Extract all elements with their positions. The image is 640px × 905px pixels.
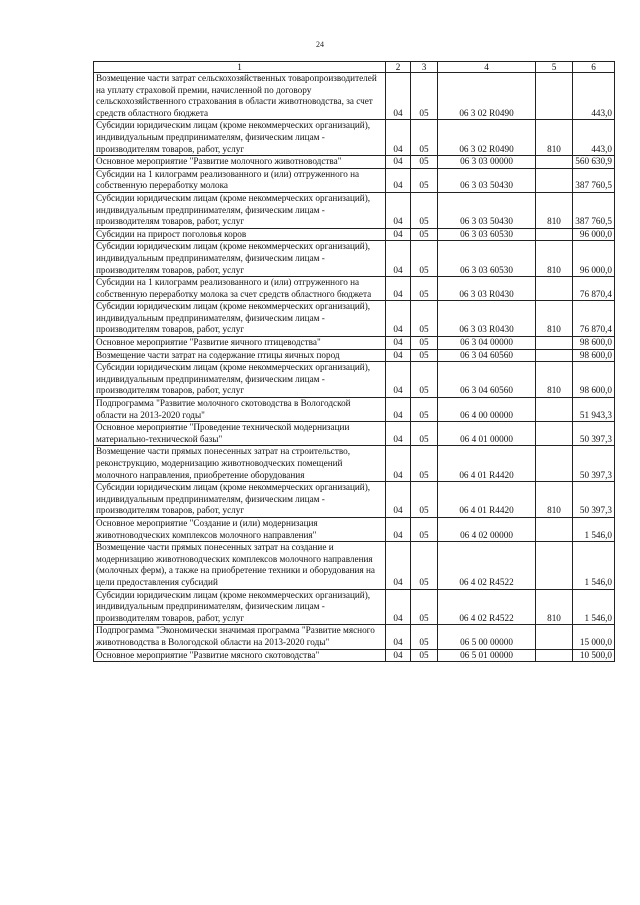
row-target-article: 06 3 03 00000 [438, 156, 536, 169]
row-target-article: 06 4 01 00000 [438, 422, 536, 446]
table-row [94, 422, 615, 446]
row-subsection: 05 [411, 542, 438, 589]
table-row [94, 192, 615, 228]
row-target-article: 06 3 03 60530 [438, 228, 536, 241]
row-amount: 443,0 [573, 120, 615, 156]
row-target-article: 06 3 03 50430 [438, 168, 536, 192]
row-amount: 96 000,0 [573, 241, 615, 277]
row-expense-type [536, 228, 573, 241]
row-name: Возмещение части затрат на содержание птицы яичных пород [94, 349, 386, 362]
table-row [94, 398, 615, 422]
row-amount: 1 546,0 [573, 517, 615, 541]
row-expense-type: 810 [536, 192, 573, 228]
row-target-article: 06 3 03 60530 [438, 241, 536, 277]
table-header [94, 62, 615, 73]
row-expense-type [536, 542, 573, 589]
row-name: Субсидии юридическим лицам (кроме некоммерческих организаций), индивидуальным предпринимателям, физическим лицам - производителям товаров, работ, услуг [94, 241, 386, 277]
row-section: 04 [386, 337, 411, 350]
row-target-article: 06 3 03 R0430 [438, 277, 536, 301]
row-subsection: 05 [411, 398, 438, 422]
row-section: 04 [386, 277, 411, 301]
row-target-article: 06 3 04 60560 [438, 362, 536, 398]
table-row [94, 73, 615, 120]
row-name: Основное мероприятие "Развитие мясного скотоводства" [94, 649, 386, 662]
row-section: 04 [386, 398, 411, 422]
row-name: Подпрограмма "Экономически значимая программа "Развитие мясного животноводства в Вологодской области на 2013-2020 годы" [94, 625, 386, 649]
row-amount: 50 397,3 [573, 422, 615, 446]
row-expense-type [536, 168, 573, 192]
table-body [94, 73, 615, 662]
row-subsection: 05 [411, 517, 438, 541]
row-target-article: 06 3 04 00000 [438, 337, 536, 350]
row-subsection: 05 [411, 192, 438, 228]
row-expense-type [536, 625, 573, 649]
row-section: 04 [386, 349, 411, 362]
row-amount: 560 630,9 [573, 156, 615, 169]
table-row [94, 120, 615, 156]
row-section: 04 [386, 422, 411, 446]
table-row [94, 542, 615, 589]
row-amount: 10 500,0 [573, 649, 615, 662]
row-target-article: 06 4 02 00000 [438, 517, 536, 541]
row-section: 04 [386, 625, 411, 649]
row-name: Субсидии юридическим лицам (кроме некоммерческих организаций), индивидуальным предпринимателям, физическим лицам - производителям товаров, работ, услуг [94, 362, 386, 398]
row-amount: 98 600,0 [573, 349, 615, 362]
row-section: 04 [386, 168, 411, 192]
table-row [94, 301, 615, 337]
row-section: 04 [386, 542, 411, 589]
row-expense-type: 810 [536, 241, 573, 277]
row-name: Субсидии юридическим лицам (кроме некоммерческих организаций), индивидуальным предпринимателям, физическим лицам - производителям товаров, работ, услуг [94, 192, 386, 228]
row-amount: 50 397,3 [573, 482, 615, 518]
row-name: Субсидии юридическим лицам (кроме некоммерческих организаций), индивидуальным предпринимателям, физическим лицам - производителям товаров, работ, услуг [94, 301, 386, 337]
row-subsection: 05 [411, 625, 438, 649]
row-target-article: 06 5 00 00000 [438, 625, 536, 649]
table-row [94, 277, 615, 301]
row-section: 04 [386, 649, 411, 662]
row-name: Субсидии на прирост поголовья коров [94, 228, 386, 241]
header-col-target-article: 4 [438, 62, 536, 73]
row-target-article: 06 3 03 50430 [438, 192, 536, 228]
row-subsection: 05 [411, 446, 438, 482]
row-target-article: 06 4 02 R4522 [438, 589, 536, 625]
row-expense-type [536, 277, 573, 301]
row-subsection: 05 [411, 277, 438, 301]
row-name: Возмещение части прямых понесенных затрат на создание и модернизацию животноводческих комплексов молочного направления (молочных ферм), а также на приобретение техники и оборудования на цели предоставления субсидий [94, 542, 386, 589]
row-expense-type [536, 446, 573, 482]
table-row [94, 241, 615, 277]
row-subsection: 05 [411, 241, 438, 277]
row-subsection: 05 [411, 73, 438, 120]
header-col-expense-type: 5 [536, 62, 573, 73]
row-expense-type: 810 [536, 362, 573, 398]
row-amount: 51 943,3 [573, 398, 615, 422]
table-row [94, 649, 615, 662]
table-row [94, 446, 615, 482]
header-col-subsection: 3 [411, 62, 438, 73]
row-expense-type [536, 422, 573, 446]
row-amount: 443,0 [573, 73, 615, 120]
row-expense-type [536, 337, 573, 350]
table-row [94, 517, 615, 541]
row-name: Возмещение части затрат сельскохозяйственных товаропроизводителей на уплату страховой премии, начисленной по договору сельскохозяйственного страхования в области животноводства, за счет средств областного бюджета [94, 73, 386, 120]
row-expense-type [536, 156, 573, 169]
row-section: 04 [386, 241, 411, 277]
row-expense-type [536, 398, 573, 422]
row-expense-type [536, 517, 573, 541]
table-row [94, 156, 615, 169]
row-target-article: 06 4 01 R4420 [438, 482, 536, 518]
row-name: Основное мероприятие "Создание и (или) модернизация животноводческих комплексов молочного направления" [94, 517, 386, 541]
header-col-name: 1 [94, 62, 386, 73]
row-section: 04 [386, 482, 411, 518]
row-amount: 96 000,0 [573, 228, 615, 241]
row-section: 04 [386, 517, 411, 541]
row-amount: 98 600,0 [573, 362, 615, 398]
row-subsection: 05 [411, 482, 438, 518]
row-amount: 15 000,0 [573, 625, 615, 649]
row-expense-type: 810 [536, 301, 573, 337]
row-name: Подпрограмма "Развитие молочного скотоводства в Вологодской области на 2013-2020 годы" [94, 398, 386, 422]
row-target-article: 06 3 02 R0490 [438, 73, 536, 120]
row-amount: 98 600,0 [573, 337, 615, 350]
row-subsection: 05 [411, 120, 438, 156]
header-col-section: 2 [386, 62, 411, 73]
row-subsection: 05 [411, 228, 438, 241]
row-target-article: 06 3 04 60560 [438, 349, 536, 362]
row-name: Субсидии на 1 килограмм реализованного и (или) отгруженного на собственную переработку молока за счет средств областного бюджета [94, 277, 386, 301]
row-section: 04 [386, 192, 411, 228]
row-subsection: 05 [411, 349, 438, 362]
row-subsection: 05 [411, 589, 438, 625]
table-row [94, 362, 615, 398]
row-section: 04 [386, 446, 411, 482]
row-target-article: 06 4 02 R4522 [438, 542, 536, 589]
row-expense-type: 810 [536, 589, 573, 625]
row-target-article: 06 3 03 R0430 [438, 301, 536, 337]
header-row [94, 62, 615, 73]
row-amount: 387 760,5 [573, 192, 615, 228]
row-amount: 50 397,3 [573, 446, 615, 482]
row-expense-type [536, 349, 573, 362]
row-section: 04 [386, 362, 411, 398]
row-target-article: 06 4 01 R4420 [438, 446, 536, 482]
header-col-amount: 6 [573, 62, 615, 73]
table-row [94, 228, 615, 241]
page-number: 24 [316, 40, 324, 49]
row-expense-type [536, 649, 573, 662]
row-section: 04 [386, 228, 411, 241]
row-expense-type: 810 [536, 482, 573, 518]
row-section: 04 [386, 589, 411, 625]
table-row [94, 589, 615, 625]
table-row [94, 337, 615, 350]
row-subsection: 05 [411, 362, 438, 398]
row-subsection: 05 [411, 422, 438, 446]
row-subsection: 05 [411, 649, 438, 662]
row-name: Основное мероприятие "Развитие молочного животноводства" [94, 156, 386, 169]
table-row [94, 349, 615, 362]
row-amount: 76 870,4 [573, 277, 615, 301]
row-name: Возмещение части прямых понесенных затрат на строительство, реконструкцию, модернизацию животноводческих помещений молочного направления, приобретение оборудования [94, 446, 386, 482]
row-amount: 1 546,0 [573, 542, 615, 589]
row-expense-type [536, 73, 573, 120]
table-row [94, 482, 615, 518]
row-amount: 1 546,0 [573, 589, 615, 625]
row-name: Субсидии юридическим лицам (кроме некоммерческих организаций), индивидуальным предпринимателям, физическим лицам - производителям товаров, работ, услуг [94, 120, 386, 156]
row-section: 04 [386, 301, 411, 337]
row-section: 04 [386, 156, 411, 169]
row-subsection: 05 [411, 301, 438, 337]
row-expense-type: 810 [536, 120, 573, 156]
row-subsection: 05 [411, 168, 438, 192]
row-section: 04 [386, 120, 411, 156]
row-subsection: 05 [411, 156, 438, 169]
row-target-article: 06 4 00 00000 [438, 398, 536, 422]
row-name: Субсидии юридическим лицам (кроме некоммерческих организаций), индивидуальным предпринимателям, физическим лицам - производителям товаров, работ, услуг [94, 589, 386, 625]
row-subsection: 05 [411, 337, 438, 350]
row-name: Основное мероприятие "Развитие яичного птицеводства" [94, 337, 386, 350]
row-name: Основное мероприятие "Проведение технической модернизации материально-технической базы" [94, 422, 386, 446]
row-name: Субсидии юридическим лицам (кроме некоммерческих организаций), индивидуальным предпринимателям, физическим лицам - производителям товаров, работ, услуг [94, 482, 386, 518]
row-target-article: 06 3 02 R0490 [438, 120, 536, 156]
table-row [94, 168, 615, 192]
row-amount: 387 760,5 [573, 168, 615, 192]
row-section: 04 [386, 73, 411, 120]
budget-table [93, 61, 615, 662]
row-name: Субсидии на 1 килограмм реализованного и (или) отгруженного на собственную переработку молока [94, 168, 386, 192]
row-target-article: 06 5 01 00000 [438, 649, 536, 662]
table-row [94, 625, 615, 649]
row-amount: 76 870,4 [573, 301, 615, 337]
